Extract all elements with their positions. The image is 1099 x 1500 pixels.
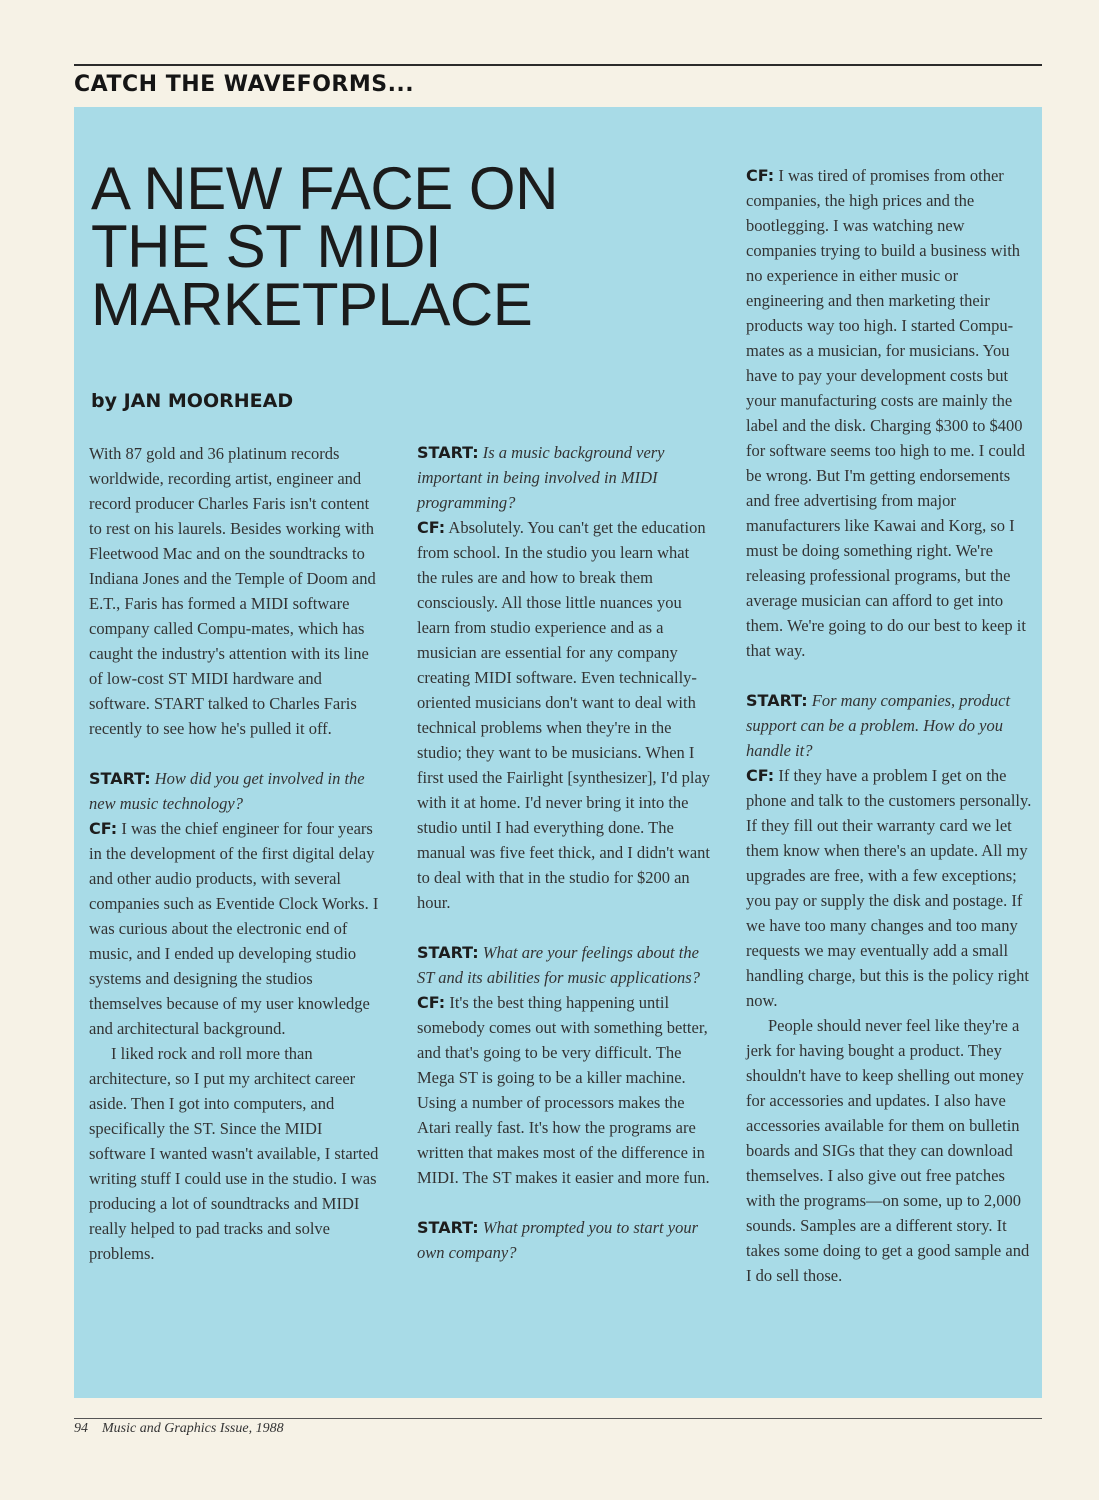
speaker-label: CF: — [746, 766, 775, 785]
answer-text: I was tired of promises from other companies, the high prices and the bootlegging. I was watching new companies trying to build a business with no experience in either music or engineering and then marketing their products way too high. I started Compu-mates as a musician, for musicians. You have to pay your development costs but your manufacturing costs are mainly the label and the disk. Charging $300 to $400 for software seems too high to me. I could be wrong. But I'm getting endorsements and free advertising from major manufacturers like Kawai and Korg, so I must be doing something right. We're releasing professional programs, but the average musician can afford to get into them. We're going to do our best to keep it that way. — [746, 166, 1026, 660]
question-text: For many companies, product support can be a problem. How do you handle it? — [746, 691, 1011, 760]
speaker-label: START: — [746, 691, 808, 710]
intro-paragraph: With 87 gold and 36 platinum records worldwide, recording artist, engineer and record producer Charles Faris isn't content to rest on his laurels. Besides working with Fleetwood Mac and on the soundtracks to Indiana Jones and the Temple of Doom and E.T., Faris has formed a MIDI software company called Compu-mates, which has caught the industry's attention with its line of low-cost ST MIDI hardware and software. START talked to Charles Faris recently to see how he's pulled it off. — [89, 444, 376, 738]
speaker-label: CF: — [746, 166, 775, 185]
answer — [89, 816, 379, 1041]
speaker-label: START: — [417, 943, 479, 962]
speaker-label: START: — [417, 443, 479, 462]
section-label: CATCH THE WAVEFORMS... — [74, 72, 415, 97]
headline-line: THE ST MIDI — [91, 213, 442, 280]
question — [417, 940, 713, 990]
headline-line: MARKETPLACE — [91, 271, 533, 338]
column-2 — [417, 440, 713, 1265]
answer-text: It's the best thing happening until somebody comes out with something better, and that's going to be very difficult. The Mega ST is going to be a killer machine. Using a number of processors makes the Atari really fast. It's how the programs are written that makes most of the difference in MIDI. The ST makes it easier and more fun. — [417, 993, 710, 1187]
speaker-label: START: — [417, 1218, 479, 1237]
question — [417, 440, 713, 515]
answer — [417, 990, 713, 1190]
answer — [746, 763, 1036, 1013]
page-footer — [74, 1421, 298, 1437]
bottom-rule — [74, 1418, 1042, 1419]
speaker-label: CF: — [417, 518, 446, 537]
speaker-label: START: — [89, 769, 151, 788]
answer-text: I was the chief engineer for four years in the development of the first digital delay and other audio products, with several companies such as Eventide Clock Works. I was curious about the electronic end of music, and I ended up developing studio systems and designing the studios themselves because of my user knowledge and architectural background. — [89, 819, 379, 1038]
question-text: How did you get involved in the new music technology? — [89, 769, 365, 813]
answer — [746, 163, 1036, 663]
answer-paragraph: People should never feel like they're a jerk for having bought a product. They shouldn't have to keep shelling out money for accessories and updates. I also have accessories available for them on bulletin boards and SIGs that they can download themselves. I also give out free patches with the programs—on some, up to 2,000 sounds. Samples are a different story. It takes some doing to get a good sample and I do sell those. — [746, 1016, 1030, 1285]
page-number: 94 — [74, 1421, 88, 1436]
speaker-label: CF: — [417, 993, 446, 1012]
speaker-label: CF: — [89, 819, 118, 838]
question — [89, 766, 379, 816]
answer — [417, 515, 713, 915]
question-text: Is a music background very important in being involved in MIDI programming? — [417, 443, 665, 512]
question-text: What are your feelings about the ST and its abilities for music applications? — [417, 943, 700, 987]
question — [746, 688, 1036, 763]
question-text: What prompted you to start your own company? — [417, 1218, 698, 1262]
top-rule — [74, 64, 1042, 66]
headline-line: A NEW FACE ON — [91, 155, 558, 222]
question — [417, 1215, 713, 1265]
answer-paragraph: I liked rock and roll more than architecture, so I put my architect career aside. Then I got into computers, and specifically the ST. Since the MIDI software I wanted wasn't available, I started writing stuff I could use in the studio. I was producing a lot of soundtracks and MIDI really helped to pad tracks and solve problems. — [89, 1044, 379, 1263]
issue-title: Music and Graphics Issue, 1988 — [102, 1421, 284, 1436]
column-1 — [89, 441, 379, 1266]
answer-text: Absolutely. You can't get the education from school. In the studio you learn what the rules are and how to break them consciously. All those little nuances you learn from studio experience and as a musician are essential for any company creating MIDI software. Even technically-oriented musicians don't want to deal with technical problems when they're in the studio; they want to be musicians. When I first used the Fairlight [synthesizer], I'd play with it at home. I'd never bring it into the studio until I had everything done. The manual was five feet thick, and I didn't want to deal with that in the studio for $200 an hour. — [417, 518, 711, 912]
column-3 — [746, 163, 1036, 1288]
headline — [91, 155, 611, 338]
byline: by JAN MOORHEAD — [91, 390, 294, 412]
answer-text: If they have a problem I get on the phone and talk to the customers personally. If they fill out their warranty card we let them know when there's an update. All my upgrades are free, with a few exceptions; you pay or supply the disk and postage. If we have too many changes and too many requests we may eventually add a small handling charge, but this is the policy right now. — [746, 766, 1032, 1010]
